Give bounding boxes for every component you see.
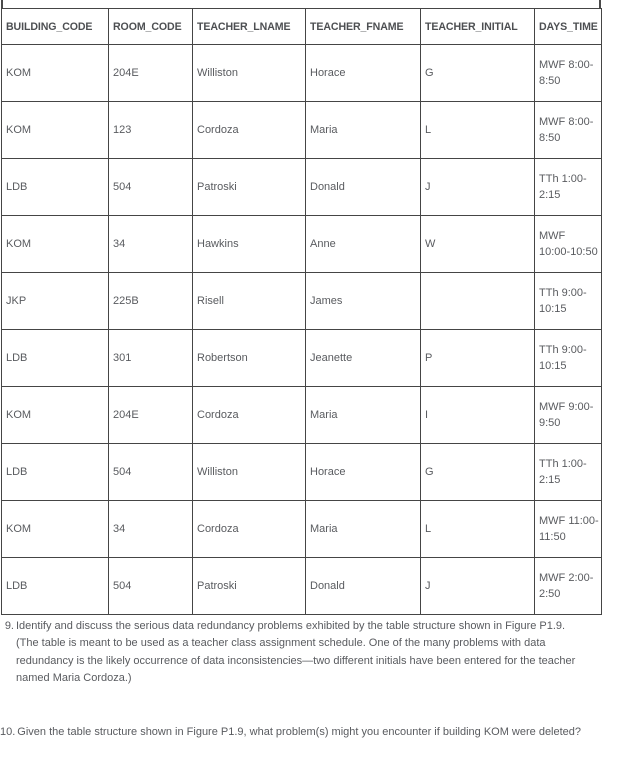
table-cell: G <box>421 444 535 501</box>
table-cell: KOM <box>2 102 109 159</box>
table-cell: Cordoza <box>193 102 306 159</box>
table-cell: TTh 1:00-2:15 <box>535 159 602 216</box>
table-cell: LDB <box>2 558 109 615</box>
table-body <box>2 45 602 615</box>
table-row <box>2 216 602 273</box>
table-cell: LDB <box>2 159 109 216</box>
table-cell: KOM <box>2 216 109 273</box>
column-header: ROOM_CODE <box>109 9 193 45</box>
table-row <box>2 273 602 330</box>
table-cell: MWF 8:00-8:50 <box>535 45 602 102</box>
table-cell <box>421 273 535 330</box>
table-cell: J <box>421 159 535 216</box>
question-line: Identify and discuss the serious data redundancy problems exhibited by the table structure shown in Figure P1.9. <box>16 620 566 632</box>
table-cell: Maria <box>306 501 421 558</box>
table-cell: LDB <box>2 330 109 387</box>
table-cell: Cordoza <box>193 501 306 558</box>
table-cell: 504 <box>109 444 193 501</box>
question-text <box>16 618 629 687</box>
table-cell: Horace <box>306 45 421 102</box>
table-cell: 204E <box>109 387 193 444</box>
question-item <box>0 618 629 687</box>
table-cell: Patroski <box>193 159 306 216</box>
table-cell: Horace <box>306 444 421 501</box>
table-cell: Anne <box>306 216 421 273</box>
table-cell: LDB <box>2 444 109 501</box>
table-row <box>2 330 602 387</box>
table-cell: James <box>306 273 421 330</box>
table-row <box>2 45 602 102</box>
table-cell: 301 <box>109 330 193 387</box>
column-header: TEACHER_LNAME <box>193 9 306 45</box>
table-cell: Robertson <box>193 330 306 387</box>
table-cell: Cordoza <box>193 387 306 444</box>
table-row <box>2 102 602 159</box>
table-cell: 204E <box>109 45 193 102</box>
table-row <box>2 501 602 558</box>
table-row <box>2 387 602 444</box>
table-cell: 123 <box>109 102 193 159</box>
question-line: Given the table structure shown in Figure P1.9, what problem(s) might you encounter if building KOM were deleted? <box>17 726 582 739</box>
table-cell: MWF 10:00-10:50 <box>535 216 602 273</box>
table-cell: MWF 11:00-11:50 <box>535 501 602 558</box>
table-cell: 504 <box>109 159 193 216</box>
table-row <box>2 444 602 501</box>
table-cell: Williston <box>193 444 306 501</box>
table-cell: KOM <box>2 45 109 102</box>
table-cell: TTh 1:00-2:15 <box>535 444 602 501</box>
table-cell: Williston <box>193 45 306 102</box>
column-header: TEACHER_FNAME <box>306 9 421 45</box>
table-cell: J <box>421 558 535 615</box>
table-cell: TTh 9:00-10:15 <box>535 330 602 387</box>
question-number: 9. <box>4 620 14 632</box>
table-cell: G <box>421 45 535 102</box>
question-item <box>0 724 629 741</box>
table-cell: JKP <box>2 273 109 330</box>
table-cell: I <box>421 387 535 444</box>
table-cell: 34 <box>109 501 193 558</box>
table-cell: KOM <box>2 387 109 444</box>
column-header: TEACHER_INITIAL <box>421 9 535 45</box>
table-cell: MWF 8:00-8:50 <box>535 102 602 159</box>
table-cell: MWF 9:00-9:50 <box>535 387 602 444</box>
table-cell: Maria <box>306 102 421 159</box>
table-cell: Maria <box>306 387 421 444</box>
table-cell: W <box>421 216 535 273</box>
table-cell: MWF 2:00-2:50 <box>535 558 602 615</box>
table-cell: 225B <box>109 273 193 330</box>
table-row <box>2 159 602 216</box>
column-header: BUILDING_CODE <box>2 9 109 45</box>
table-cell: TTh 9:00-10:15 <box>535 273 602 330</box>
table-cell: Risell <box>193 273 306 330</box>
table-cell: Donald <box>306 159 421 216</box>
questions <box>0 618 629 741</box>
table-cell: L <box>421 501 535 558</box>
teacher-schedule-table <box>1 8 602 615</box>
table-cell: 504 <box>109 558 193 615</box>
table-cell: Hawkins <box>193 216 306 273</box>
table-cell: L <box>421 102 535 159</box>
table-cell: Patroski <box>193 558 306 615</box>
table-cell: 34 <box>109 216 193 273</box>
question-line: redundancy is the likely occurrence of data inconsistencies—two different initials have been entered for the teacher <box>16 654 576 667</box>
question-text <box>17 724 629 741</box>
table-cell: Jeanette <box>306 330 421 387</box>
table-cell: Donald <box>306 558 421 615</box>
table-cell: P <box>421 330 535 387</box>
header-row <box>2 9 602 45</box>
table-row <box>2 558 602 615</box>
question-line: named Maria Cordoza.) <box>16 671 132 684</box>
column-header: DAYS_TIME <box>535 9 602 45</box>
table-cell: KOM <box>2 501 109 558</box>
question-number: 10. <box>0 726 16 739</box>
question-line: (The table is meant to be used as a teacher class assignment schedule. One of the many problems with data <box>16 637 546 650</box>
